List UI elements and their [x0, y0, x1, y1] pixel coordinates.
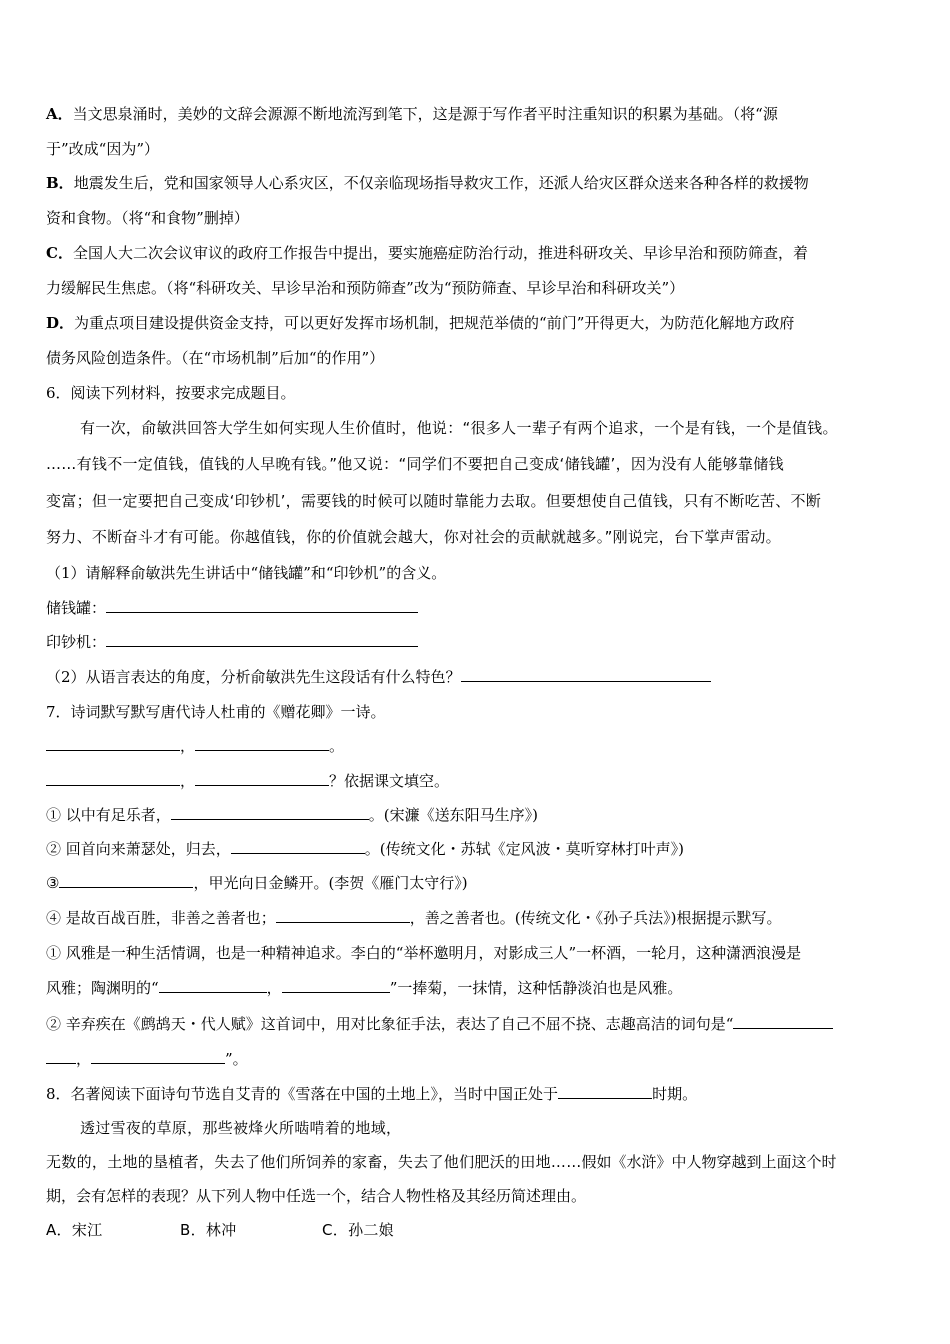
question-text: 假如《水浒》中人物穿越到上面这个时 — [581, 1153, 837, 1171]
item-text: ② 回首向来萧瑟处，归去， — [46, 840, 231, 858]
item-source: ，善之善者也。(传统文化・《孙子兵法》)根据提示默写。 — [409, 909, 782, 927]
q7-poem-line1 — [46, 736, 344, 756]
answer-blank[interactable] — [195, 771, 329, 786]
q6-blank-yinchaoji — [46, 632, 418, 652]
q6-title: 6．阅读下列材料，按要求完成题目。 — [46, 384, 296, 402]
q7-item-3 — [46, 873, 468, 893]
q7-title: 7．诗词默写默写唐代诗人杜甫的《赠花卿》一诗。 — [46, 703, 386, 721]
answer-blank[interactable] — [106, 598, 418, 613]
q6-blank-chuqianguan — [46, 598, 418, 618]
punct: ， — [76, 1050, 92, 1068]
answer-blank[interactable] — [46, 736, 180, 751]
q7-item-2 — [46, 839, 684, 859]
punct: ， — [180, 737, 196, 755]
q6-sub-question-1: （1）请解释俞敏洪先生讲话中“储钱罐”和“印钞机”的含义。 — [46, 564, 447, 582]
q8-option-a: A．宋江 — [46, 1221, 103, 1239]
q5-option-a-text1: 当文思泉涌时，美妙的文辞会源源不断地流泻到笔下，这是源于写作者平时注重知识的积累为基础。（将“源 — [72, 105, 778, 123]
q5-option-c-label: C． — [46, 244, 73, 262]
q5-option-d-text1: 为重点项目建设提供资金支持，可以更好发挥市场机制，把规范举债的“前门”开得更大，为防范化解地方政府 — [74, 314, 795, 332]
q5-option-a-label: A． — [46, 105, 73, 123]
item-text: ③ — [46, 874, 60, 892]
q5-option-c-text1: 全国人大二次会议审议的政府工作报告中提出，要实施癌症防治行动，推进科研攻关、早诊早治和预防筛查，着 — [72, 244, 808, 262]
punct: 。 — [329, 737, 345, 755]
q5-option-b-line1 — [46, 173, 809, 193]
q8-poem-line2 — [46, 1152, 837, 1172]
q5-option-b-label: B． — [46, 174, 74, 192]
title-text: 时期。 — [652, 1085, 698, 1103]
q7-item-6-line1 — [46, 1014, 833, 1034]
q5-option-b-line2: 资和食物。（将“和食物”删掉） — [46, 209, 249, 227]
q5-option-b-text1: 地震发生后，党和国家领导人心系灾区，不仅亲临现场指导救灾工作，还派人给灾区群众送来各种各样的救援物 — [73, 174, 809, 192]
q8-options — [46, 1220, 394, 1240]
line-tail: ？依据课文填空。 — [329, 772, 450, 790]
q6-sub-question-2 — [46, 667, 711, 687]
answer-blank[interactable] — [733, 1014, 833, 1029]
answer-blank[interactable] — [461, 667, 711, 682]
item-source: ，甲光向日金鳞开。(李贺《雁门太守行》) — [193, 874, 468, 892]
item-source: 。(宋濂《送东阳马生序》) — [368, 806, 538, 824]
q5-option-c-line1 — [46, 243, 808, 263]
answer-blank[interactable] — [106, 632, 418, 647]
answer-blank[interactable] — [91, 1049, 225, 1064]
answer-blank[interactable] — [46, 1049, 76, 1064]
q8-option-c: C．孙二娘 — [322, 1221, 394, 1239]
punct: ， — [266, 979, 282, 997]
punct: ， — [180, 772, 196, 790]
q5-option-a-line1 — [46, 104, 778, 124]
q7-item-4 — [46, 908, 782, 928]
q7-item-5-line2 — [46, 978, 682, 998]
answer-blank[interactable] — [231, 839, 365, 854]
item-text: ② 辛弃疾在《鹧鸪天・代人赋》这首词中，用对比象征手法，表达了自己不屈不挠、志趣高洁的词句是“ — [46, 1015, 734, 1033]
item-text: ”一捧菊，一抹情，这种恬静淡泊也是风雅。 — [389, 979, 683, 997]
answer-blank[interactable] — [195, 736, 329, 751]
answer-blank[interactable] — [59, 873, 193, 888]
blank-label: 储钱罐： — [46, 599, 107, 617]
q6-passage-line3: 变富；但一定要把自己变成‘印钞机’，需要钱的时候可以随时靠能力去取。但要想使自己值钱，只有不断吃苦、不断 — [46, 492, 822, 510]
sub-question-text: （2）从语言表达的角度，分析俞敏洪先生这段话有什么特色？ — [46, 668, 461, 686]
q6-passage-line2: ……有钱不一定值钱，值钱的人早晚有钱。”他又说：“同学们不要把自己变成‘储钱罐’，因为没有人能够靠储钱 — [46, 455, 784, 473]
item-text: 风雅；陶渊明的“ — [46, 979, 159, 997]
answer-blank[interactable] — [282, 978, 390, 993]
q5-option-c-line2: 力缓解民生焦虑。（将“科研攻关、早诊早治和预防筛查”改为“预防筛查、早诊早治和科研攻关”） — [46, 279, 685, 297]
answer-blank[interactable] — [276, 908, 410, 923]
q8-poem-line1: 透过雪夜的草原，那些被烽火所啮啃着的地域， — [80, 1119, 402, 1137]
q5-option-d-line1 — [46, 313, 794, 333]
q7-item-6-line2 — [46, 1049, 248, 1069]
q6-passage-line4: 努力、不断奋斗才有可能。你越值钱，你的价值就会越大，你对社会的贡献就越多。”刚说完，台下掌声雷动。 — [46, 528, 781, 546]
q7-item-5-line1: ① 风雅是一种生活情调，也是一种精神追求。李白的“举杯邀明月，对影成三人”一杯酒，一轮月，这种潇洒浪漫是 — [46, 944, 802, 962]
poem-text: 无数的，土地的垦植者，失去了他们所饲养的家畜，失去了他们肥沃的田地…… — [46, 1153, 582, 1171]
q8-question-line: 期，会有怎样的表现？从下列人物中任选一个，结合人物性格及其经历简述理由。 — [46, 1187, 587, 1205]
item-text: ① 以中有足乐者， — [46, 806, 171, 824]
q6-passage-line1: 有一次，俞敏洪回答大学生如何实现人生价值时，他说：“很多人一辈子有两个追求，一个是有钱，一个是值钱。 — [80, 419, 838, 437]
q7-item-1 — [46, 805, 538, 825]
item-text: ④ 是故百战百胜，非善之善者也； — [46, 909, 276, 927]
punct: ”。 — [225, 1050, 248, 1068]
q5-option-a-line2: 于”改成“因为”） — [46, 140, 160, 158]
answer-blank[interactable] — [558, 1084, 652, 1099]
item-source: 。(传统文化・苏轼《定风波・莫听穿林打叶声》) — [364, 840, 684, 858]
answer-blank[interactable] — [171, 805, 369, 820]
blank-label: 印钞机： — [46, 633, 107, 651]
q8-option-b: B．林冲 — [180, 1221, 237, 1239]
q8-title — [46, 1084, 697, 1104]
q7-poem-line2 — [46, 771, 449, 791]
q5-option-d-label: D． — [46, 314, 75, 332]
q5-option-d-line2: 债务风险创造条件。（在“市场机制”后加“的作用”） — [46, 349, 385, 367]
title-text: 8．名著阅读下面诗句节选自艾青的《雪落在中国的土地上》，当时中国正处于 — [46, 1085, 559, 1103]
answer-blank[interactable] — [159, 978, 267, 993]
answer-blank[interactable] — [46, 771, 180, 786]
